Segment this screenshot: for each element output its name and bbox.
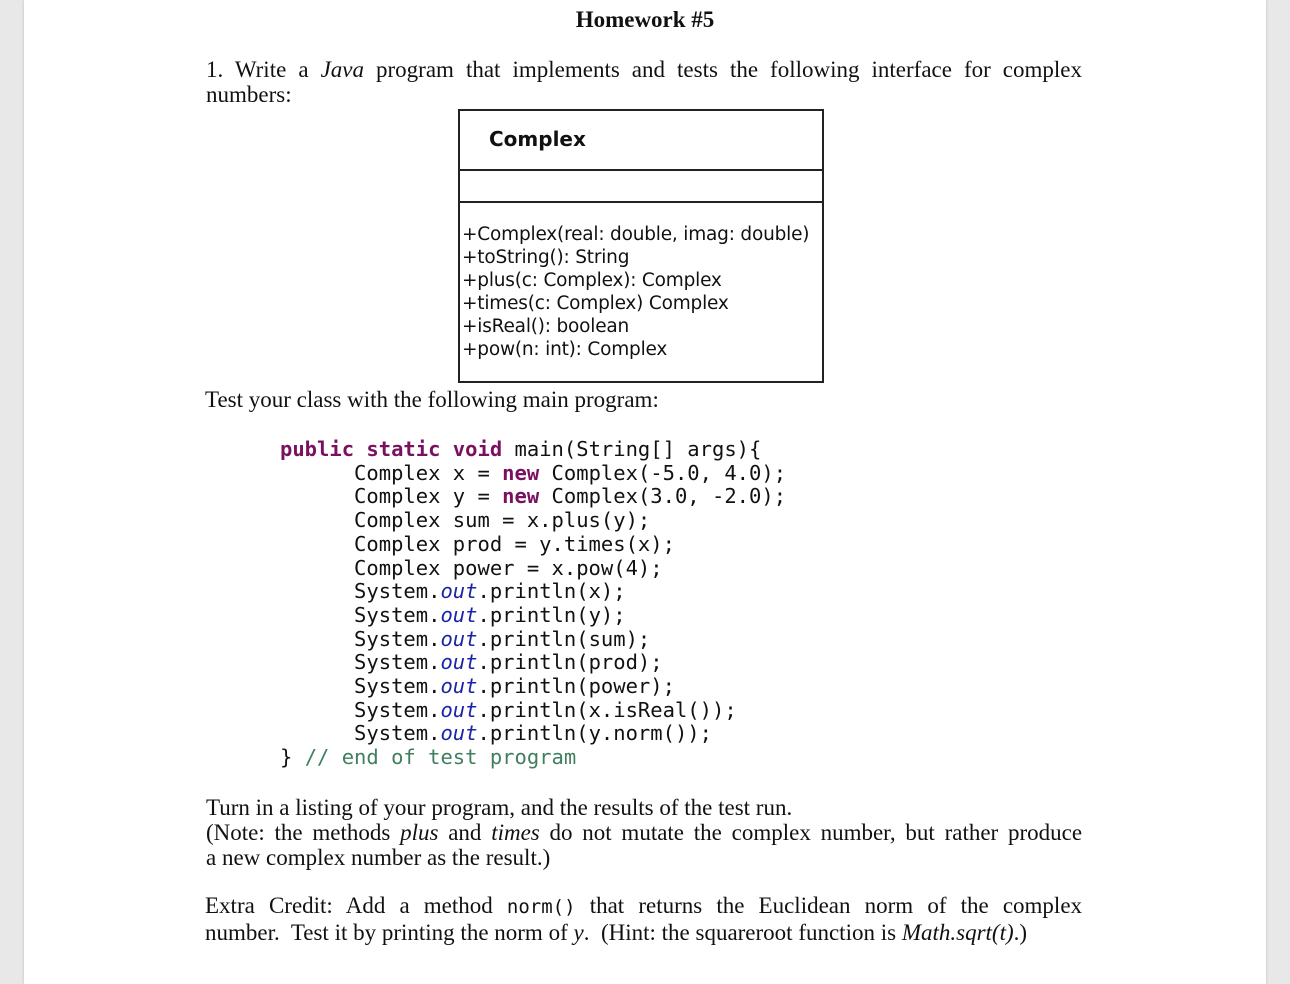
code-line: Complex sum = x.plus(y); bbox=[280, 508, 651, 533]
question-1-line-1: 1. Write a Java program that implements and tests the following interface for complex bbox=[206, 57, 1083, 82]
extra-credit-line-1: Extra Credit: Add a method norm() that returns the Euclidean norm of the complex bbox=[205, 893, 1083, 918]
question-1 bbox=[206, 57, 1082, 107]
question-1-line-2: numbers: bbox=[206, 82, 292, 107]
extra-credit-line-2: number. Test it by printing the norm of y. (Hint: the squareroot function is Math.sqrt(t).) bbox=[205, 920, 1028, 945]
uml-method: +times(c: Complex) Complex bbox=[462, 293, 729, 314]
test-intro: Test your class with the following main program: bbox=[205, 387, 659, 412]
uml-attributes-compartment bbox=[460, 171, 822, 203]
code-line: System.out.println(x.isReal()); bbox=[280, 697, 737, 722]
code-line: System.out.println(power); bbox=[280, 674, 675, 699]
code-listing bbox=[280, 438, 786, 770]
turn-in-line-2: (Note: the methods plus and times do not mutate the complex number, but rather produce bbox=[206, 820, 1083, 845]
page-title: Homework #5 bbox=[575, 7, 715, 32]
extra-credit-paragraph bbox=[205, 893, 1082, 945]
code-line: System.out.println(y.norm()); bbox=[280, 721, 712, 746]
code-line: Complex x = new Complex(-5.0, 4.0); bbox=[280, 460, 787, 485]
uml-class-diagram bbox=[458, 109, 824, 383]
uml-methods-compartment bbox=[460, 203, 822, 361]
code-line: public static void main(String[] args){ bbox=[280, 437, 762, 461]
code-line: Complex prod = y.times(x); bbox=[280, 531, 675, 556]
code-line: System.out.println(y); bbox=[280, 602, 626, 627]
uml-method: +plus(c: Complex): Complex bbox=[462, 270, 722, 291]
uml-method: +isReal(): boolean bbox=[462, 316, 630, 337]
code-line: Complex y = new Complex(3.0, -2.0); bbox=[280, 484, 787, 509]
uml-class-name: Complex bbox=[460, 111, 822, 171]
code-line: Complex power = x.pow(4); bbox=[280, 555, 663, 580]
turn-in-line-3: a new complex number as the result.) bbox=[206, 845, 551, 870]
uml-method: +pow(n: int): Complex bbox=[462, 339, 668, 360]
code-line: } // end of test program bbox=[280, 745, 577, 770]
uml-method: +Complex(real: double, imag: double) bbox=[462, 224, 810, 245]
turn-in-paragraph bbox=[206, 795, 1082, 870]
code-line: System.out.println(prod); bbox=[280, 650, 663, 675]
code-line: System.out.println(sum); bbox=[280, 626, 651, 651]
uml-method: +toString(): String bbox=[462, 247, 630, 268]
turn-in-line-1: Turn in a listing of your program, and the results of the test run. bbox=[206, 795, 793, 820]
code-line: System.out.println(x); bbox=[280, 579, 626, 604]
